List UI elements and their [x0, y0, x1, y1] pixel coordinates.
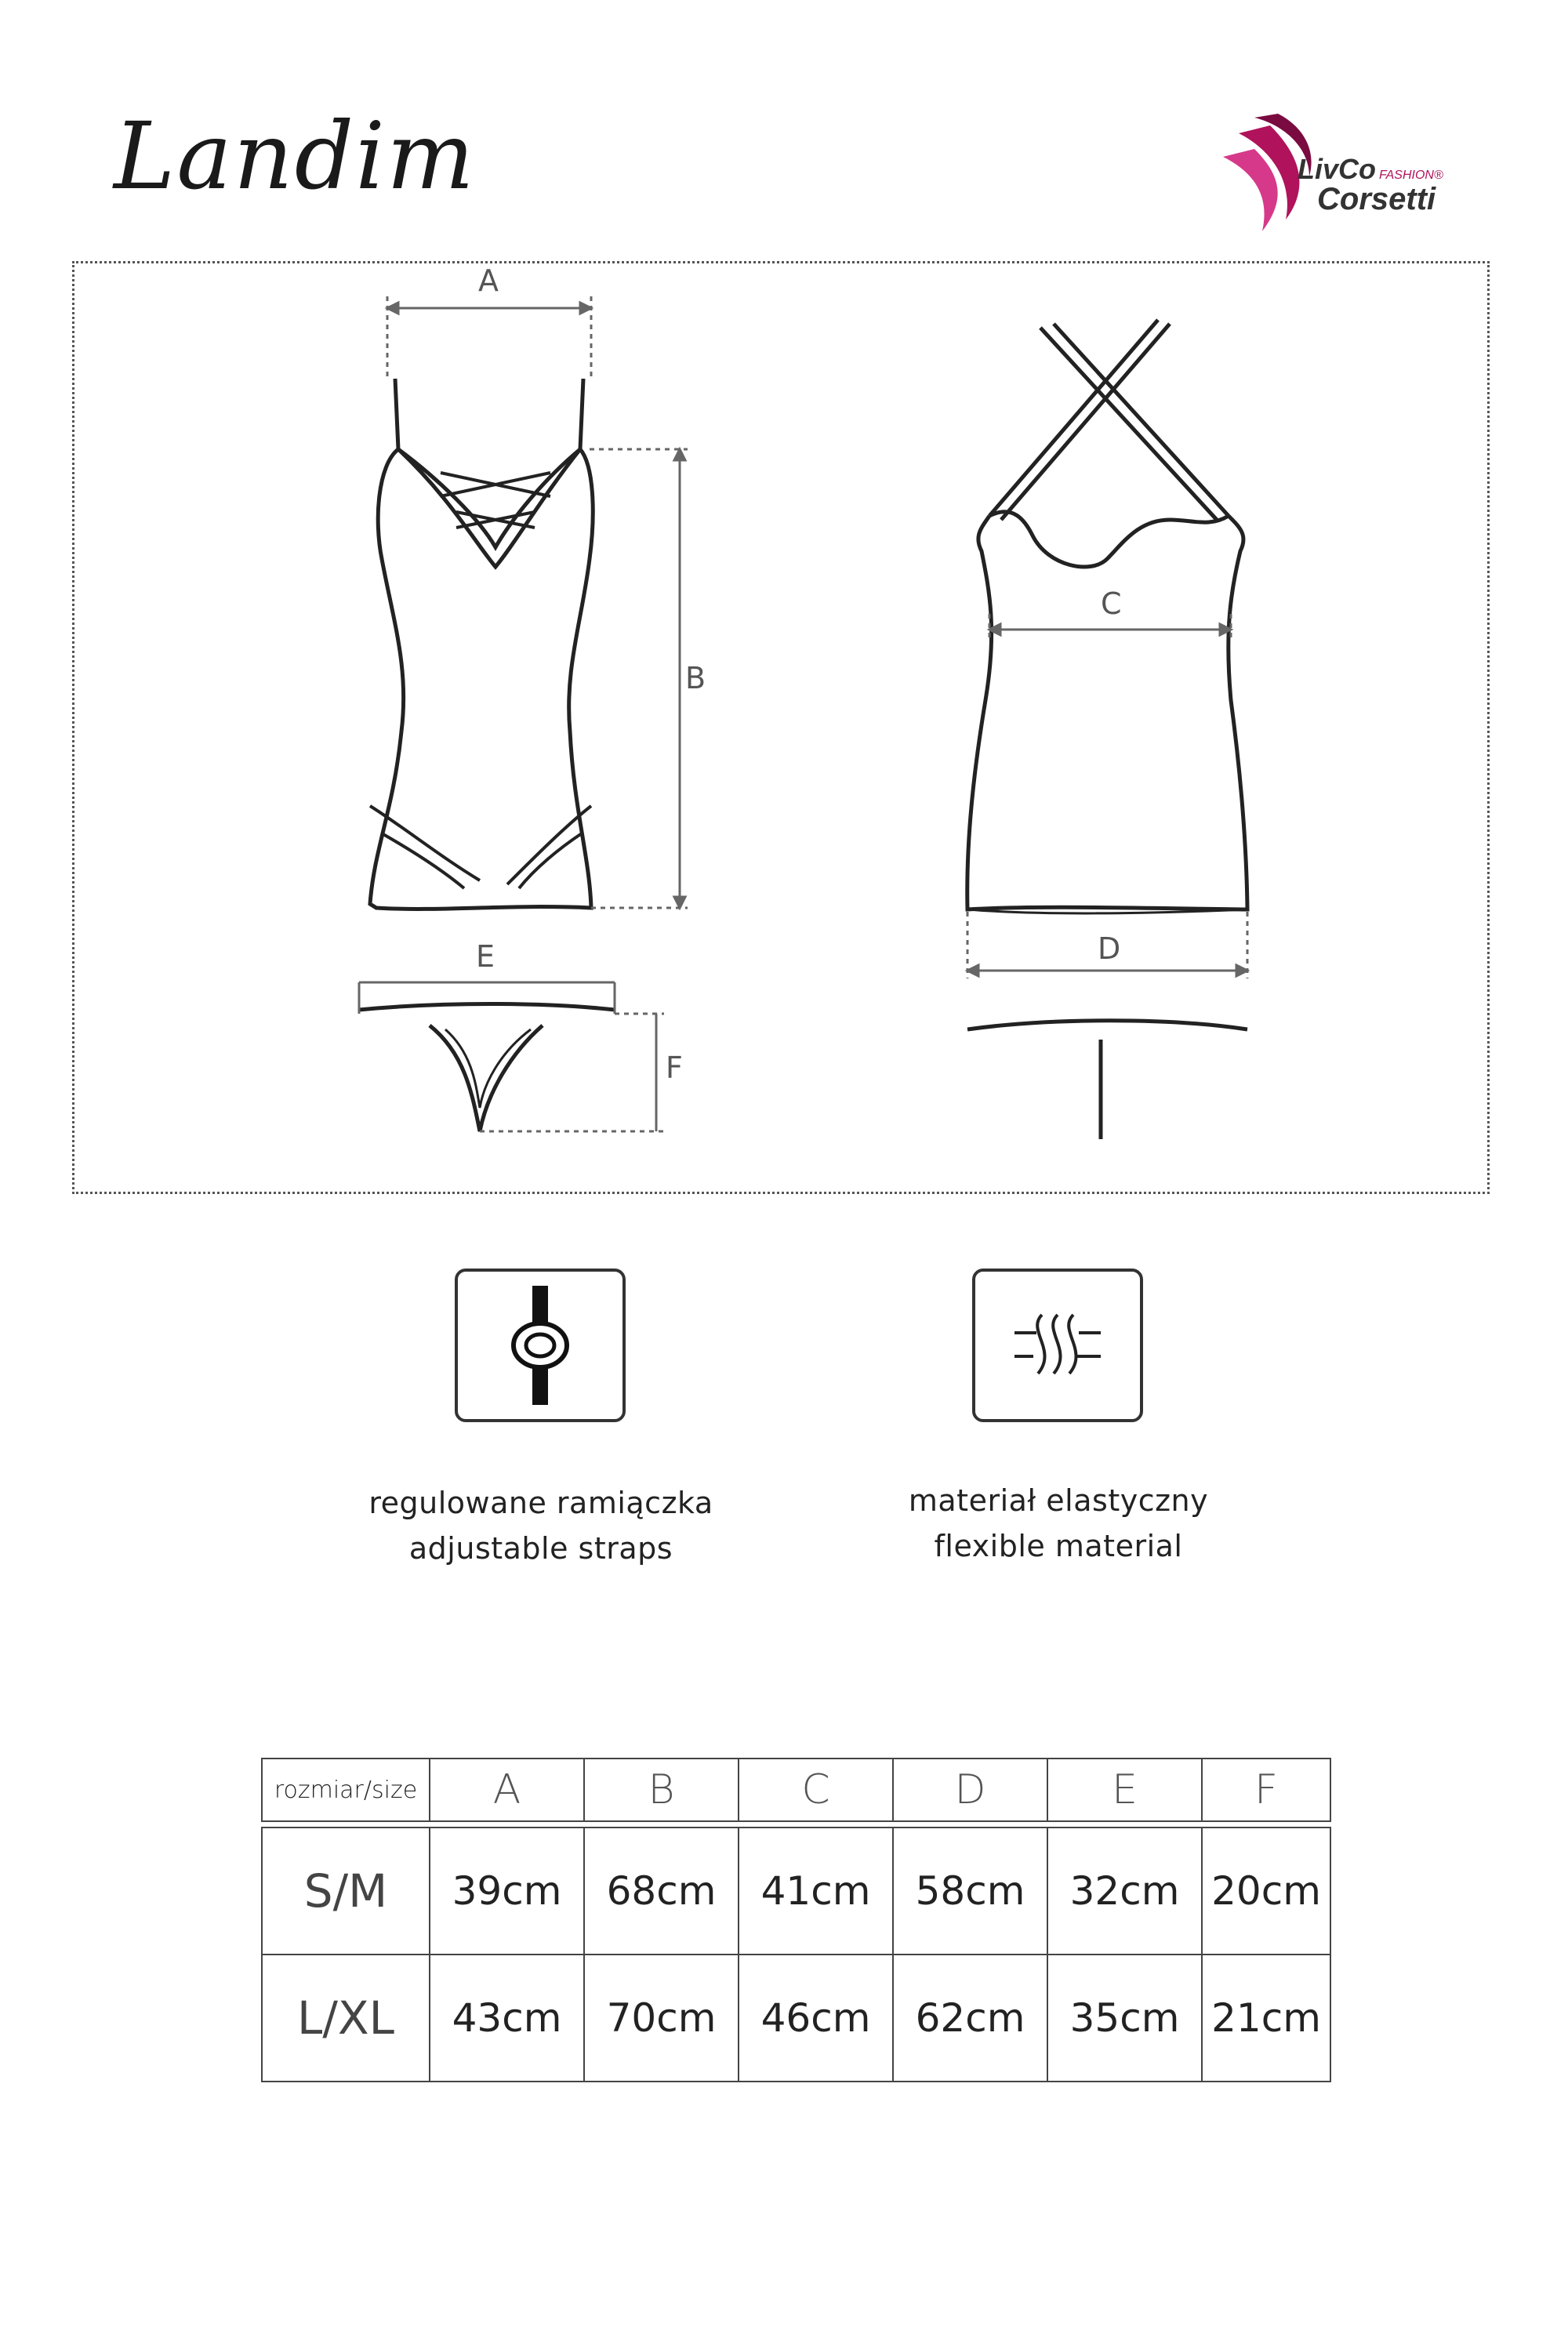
table-row	[262, 1828, 1330, 1955]
dimension-e	[359, 982, 615, 1014]
feature-caption-straps	[321, 1480, 760, 1571]
feature-straps-pl: regulowane ramiączka	[368, 1486, 713, 1520]
column-header: C	[739, 1759, 893, 1821]
table-cell: 58cm	[893, 1828, 1047, 1955]
brand-livco: LivCo	[1298, 153, 1377, 185]
table-cell: 41cm	[739, 1828, 893, 1955]
table-row	[262, 1955, 1330, 2082]
brand-tag: FASHION®	[1379, 169, 1443, 182]
table-cell: 70cm	[584, 1955, 739, 2082]
dimension-f	[480, 1014, 664, 1131]
column-header: E	[1047, 1759, 1202, 1821]
dim-label-b: B	[685, 661, 706, 695]
size-cell: S/M	[262, 1828, 430, 1955]
table-cell: 43cm	[430, 1955, 584, 2082]
column-header: B	[584, 1759, 739, 1821]
feature-elastic-en: flexible material	[934, 1529, 1183, 1563]
dim-label-d: D	[1098, 931, 1121, 966]
thong-back-drawing	[967, 1021, 1247, 1139]
table-cell: 62cm	[893, 1955, 1047, 2082]
dim-label-c: C	[1101, 586, 1122, 621]
table-cell: 32cm	[1047, 1828, 1202, 1955]
dim-label-e: E	[476, 939, 495, 974]
column-header: A	[430, 1759, 584, 1821]
elastic-material-icon	[975, 1272, 1140, 1419]
table-cell: 35cm	[1047, 1955, 1202, 2082]
product-title: Landim	[114, 102, 476, 210]
front-chemise-drawing	[370, 379, 593, 909]
brand-name-line1	[1298, 153, 1443, 186]
table-cell: 68cm	[584, 1828, 739, 1955]
size-header-label: rozmiar/size	[262, 1759, 430, 1821]
size-header-row	[262, 1759, 1330, 1821]
thong-front-drawing	[359, 1004, 615, 1132]
dimension-b	[590, 449, 688, 908]
adjustable-strap-icon	[458, 1272, 622, 1419]
feature-box-straps	[455, 1269, 626, 1422]
table-cell: 20cm	[1202, 1828, 1330, 1955]
table-cell: 39cm	[430, 1828, 584, 1955]
size-table	[261, 1827, 1331, 2082]
column-header: F	[1202, 1759, 1330, 1821]
size-table-header	[261, 1758, 1331, 1822]
brand-name-line2: Corsetti	[1317, 182, 1436, 216]
feature-box-elastic	[972, 1269, 1143, 1422]
dim-label-a: A	[478, 263, 499, 298]
technical-drawing	[72, 261, 1490, 1194]
column-header: D	[893, 1759, 1047, 1821]
table-cell: 21cm	[1202, 1955, 1330, 2082]
dim-label-f: F	[666, 1051, 683, 1085]
dimension-a	[387, 296, 591, 379]
feature-caption-elastic	[839, 1478, 1278, 1569]
table-cell: 46cm	[739, 1955, 893, 2082]
size-cell: L/XL	[262, 1955, 430, 2082]
feature-straps-en: adjustable straps	[408, 1531, 673, 1566]
feature-elastic-pl: materiał elastyczny	[908, 1483, 1209, 1518]
